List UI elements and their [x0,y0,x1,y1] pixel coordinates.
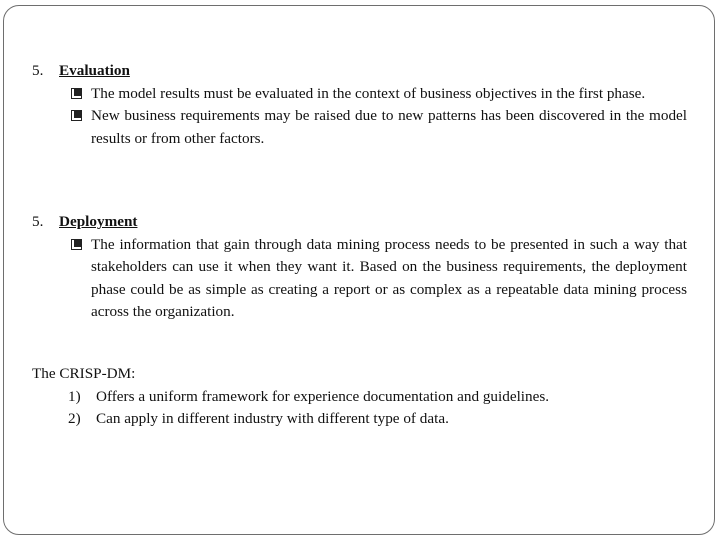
checkbox-bullet-icon [71,88,82,99]
checkbox-bullet-icon [71,110,82,121]
crisp-dm-summary [32,363,672,431]
evaluation-heading [32,60,687,83]
deployment-number: 5. [32,213,44,230]
deployment-heading [32,211,687,234]
list-item [68,386,672,409]
list-item-number: 2) [68,410,81,427]
evaluation-bullet-text: The model results must be evaluated in the context of business objectives in the first phase. [91,84,646,102]
list-item-number: 1) [68,387,81,405]
crisp-dm-title: The CRISP-DM: [32,365,136,382]
deployment-title: Deployment [59,213,138,230]
evaluation-bullet [71,83,687,106]
deployment-bullet [71,234,687,324]
list-item-text: Can apply in different industry with different type of data. [96,410,449,427]
list-item [68,408,672,431]
checkbox-bullet-icon [71,239,82,250]
evaluation-title: Evaluation [59,62,130,79]
evaluation-bullet-text: New business requirements may be raised due to new patterns has been discovered in the model results or from other factors. [91,107,687,147]
evaluation-bullet [71,105,687,150]
evaluation-number: 5. [32,62,44,79]
deployment-bullet-text: The information that gain through data mining process needs to be presented in such a way that stakeholders can use it when they want it. Based on the business requirements, the deployment phase could be as simple as creating a report or as complex as a repeatable data mining process across the organization. [91,235,687,320]
deployment-section [32,211,687,324]
evaluation-section [32,60,687,150]
list-item-text: Offers a uniform framework for experience documentation and guidelines. [96,387,550,405]
